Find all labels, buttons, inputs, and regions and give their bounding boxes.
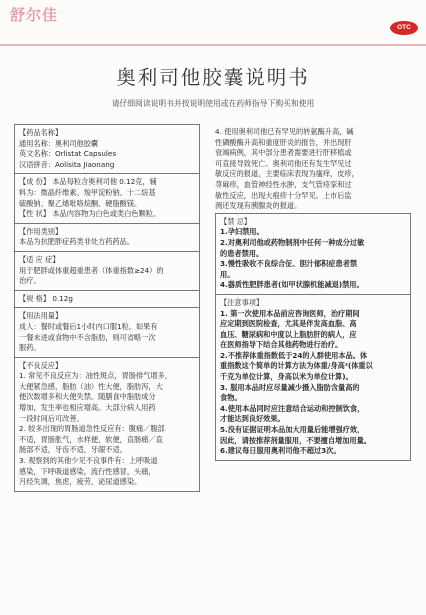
notes-line: 才能达到良好效果。 [220,414,285,424]
contra-line: 的患者禁用。 [220,248,264,258]
adverse-line: 感染，下呼吸道感染，流行性感冒，头痛， [19,466,156,476]
category-box [14,223,200,252]
notes-line: 4.使用本品同时应注意结合运动和控制饮食， [220,403,365,413]
right-column [215,124,411,460]
drug-name-box [14,124,200,174]
notes-line: 5.没有证据证明本品加大用量后能增强疗效， [220,425,365,435]
adverse-cont-line: 性磷酸酶升高和重度肝炎的报告，并出现肝 [215,137,352,147]
contra-line: 1.孕妇禁用。 [220,227,264,237]
notes-line: 6.建议每日服用奥利司他不超过3次。 [220,446,341,456]
category-text: 本品为抗肥胖症药类非处方药药品。 [19,237,135,247]
notes-line: 食物。 [220,393,242,403]
adverse-line: 肠部不适，牙齿不适，牙龈不适。 [19,445,127,455]
notes-line: 血压、糖尿病和中度以上脂肪肝的病人，应 [220,329,357,339]
adverse-line: 大便紧急感，脂肪（油）性大便，脂肪泻，大 [19,381,163,391]
spec-box [14,290,200,309]
adverse-line: 增加，发生率也相应增高。大部分病人用药 [19,403,156,413]
indication-box [14,251,200,291]
notes-line: 千克为单位计算，身高以米为单位计算)。 [220,372,353,382]
english-name: 英文名称：Orlistat Capsules [19,149,117,159]
contraindications-box [215,213,411,295]
page-title: 奥利司他胶囊说明书 [116,66,310,89]
usage-header: 【用法用量】 [19,311,63,321]
composition-line: 料为：微晶纤维素、羧甲淀粉钠、十二烷基 [19,187,156,197]
adverse-cont-line: 衰竭病例，其中部分患者需要进行肝移植或 [215,148,352,158]
notes-header: 【注意事项】 [220,297,264,307]
drug-name-header: 【药品名称】 [19,128,63,137]
usage-box [14,307,200,357]
indication-text: 治疗。 [19,276,41,286]
brand-logo: 舒尔佳 [10,6,59,24]
notes-line: 因此，请按推荐剂量服用，不要擅自增加用量。 [220,435,371,445]
notes-line: 重指数这个简单的计算方法为体重/身高²(体重以 [220,361,373,371]
adverse-line: 2. 较多出现的胃肠道急性反应有：腹痛／腹部 [19,424,165,434]
notes-line: 2.不推荐体重指数低于24的人群使用本品。体 [220,350,368,360]
composition-box [14,173,200,223]
composition-line: 硫酸钠、聚乙烯吡咯烷酮、硬脂酸镁。 [19,198,142,208]
usage-text: 服药。 [19,343,41,353]
adverse-line: 便次数增多和大便失禁。随膳食中脂肪成分 [19,392,156,402]
notes-line: 1. 第一次使用本品前应咨询医师，治疗期间 [220,308,360,318]
adverse-cont-line: 敏反应的报道，主要临床表现为瘙痒，皮疹， [215,169,359,179]
adverse-line: 月经失调，焦虑，疲劳，泌尿道感染。 [19,477,142,487]
precautions-box [215,294,411,461]
pinyin-name: 汉语拼音：Aolisita Jiaonang [19,159,115,169]
contra-line: 4.器质性肥胖患者(如甲状腺机能减退)禁用。 [220,280,364,290]
notes-line: 应定期到医院检查，尤其是伴发高血脂、高 [220,319,357,329]
common-name: 通用名称：奥利司他胶囊 [19,138,99,148]
adverse-cont-line: 荨麻疹，血管神经性水肿，支气管痉挛和过 [215,179,352,189]
header-divider [0,44,426,46]
indication-header: 【适 应 症】 [19,254,60,264]
adverse-line: 1. 常见不良反应为：油性斑点，胃肠排气增多， [19,371,172,381]
adverse-line: 一段时间后可改善。 [19,413,84,423]
page-subtitle: 请仔细阅读说明书并按说明使用或在药师指导下购买和使用 [111,99,315,108]
adverse-cont-line: 敏性反应，出现大疱疹十分罕见。上市后监 [215,190,352,200]
usage-text: 一餐未进或食物中不含脂肪，则可省略一次 [19,332,156,342]
adverse-box [14,357,200,492]
adverse-line: 不适，胃肠胀气，水样便，软便，直肠痛／直 [19,434,163,444]
contra-header: 【禁 忌】 [220,216,252,226]
composition-line: 【成 份】 本品每粒含奥利司他 0.12克，辅 [19,177,157,187]
adverse-cont-line: 测还发现有胰腺炎的报道。 [215,201,302,211]
adverse-header: 【不良反应】 [19,360,63,370]
spec-text: 【规 格】 0.12g [19,293,73,303]
adverse-continued [215,124,411,214]
adverse-line: 3. 观察到的其他少见不良事件有：上呼吸道 [19,456,158,466]
contra-line: 2.对奥利司他或药物制剂中任何一种成分过敏 [220,237,365,247]
notes-line: 3. 服用本品时应尽量减少摄入脂肪含量高的 [220,382,360,392]
adverse-cont-line: 可直接导致死亡。奥利司他还有发生罕见过 [215,158,352,168]
contra-line: 用。 [220,269,235,279]
category-header: 【作用类别】 [19,226,63,236]
appearance-line: 【性 状】 本品内容物为白色或类白色颗粒。 [19,209,161,219]
adverse-cont-line: 4. 使用奥利司他已有罕见的转氨酶升高，碱 [215,127,354,136]
left-column [14,124,200,491]
otc-badge: OTC [390,21,418,35]
notes-line: 在医师指导下结合其他药物进行治疗。 [220,340,343,350]
contra-line: 3.慢性吸收不良综合征、胆汁郁积症患者禁 [220,259,358,269]
usage-text: 成人：餐时或餐后1小时内口服1粒。如果有 [19,321,158,331]
indication-text: 用于肥胖或体重超重患者（体重指数≥24）的 [19,265,164,275]
